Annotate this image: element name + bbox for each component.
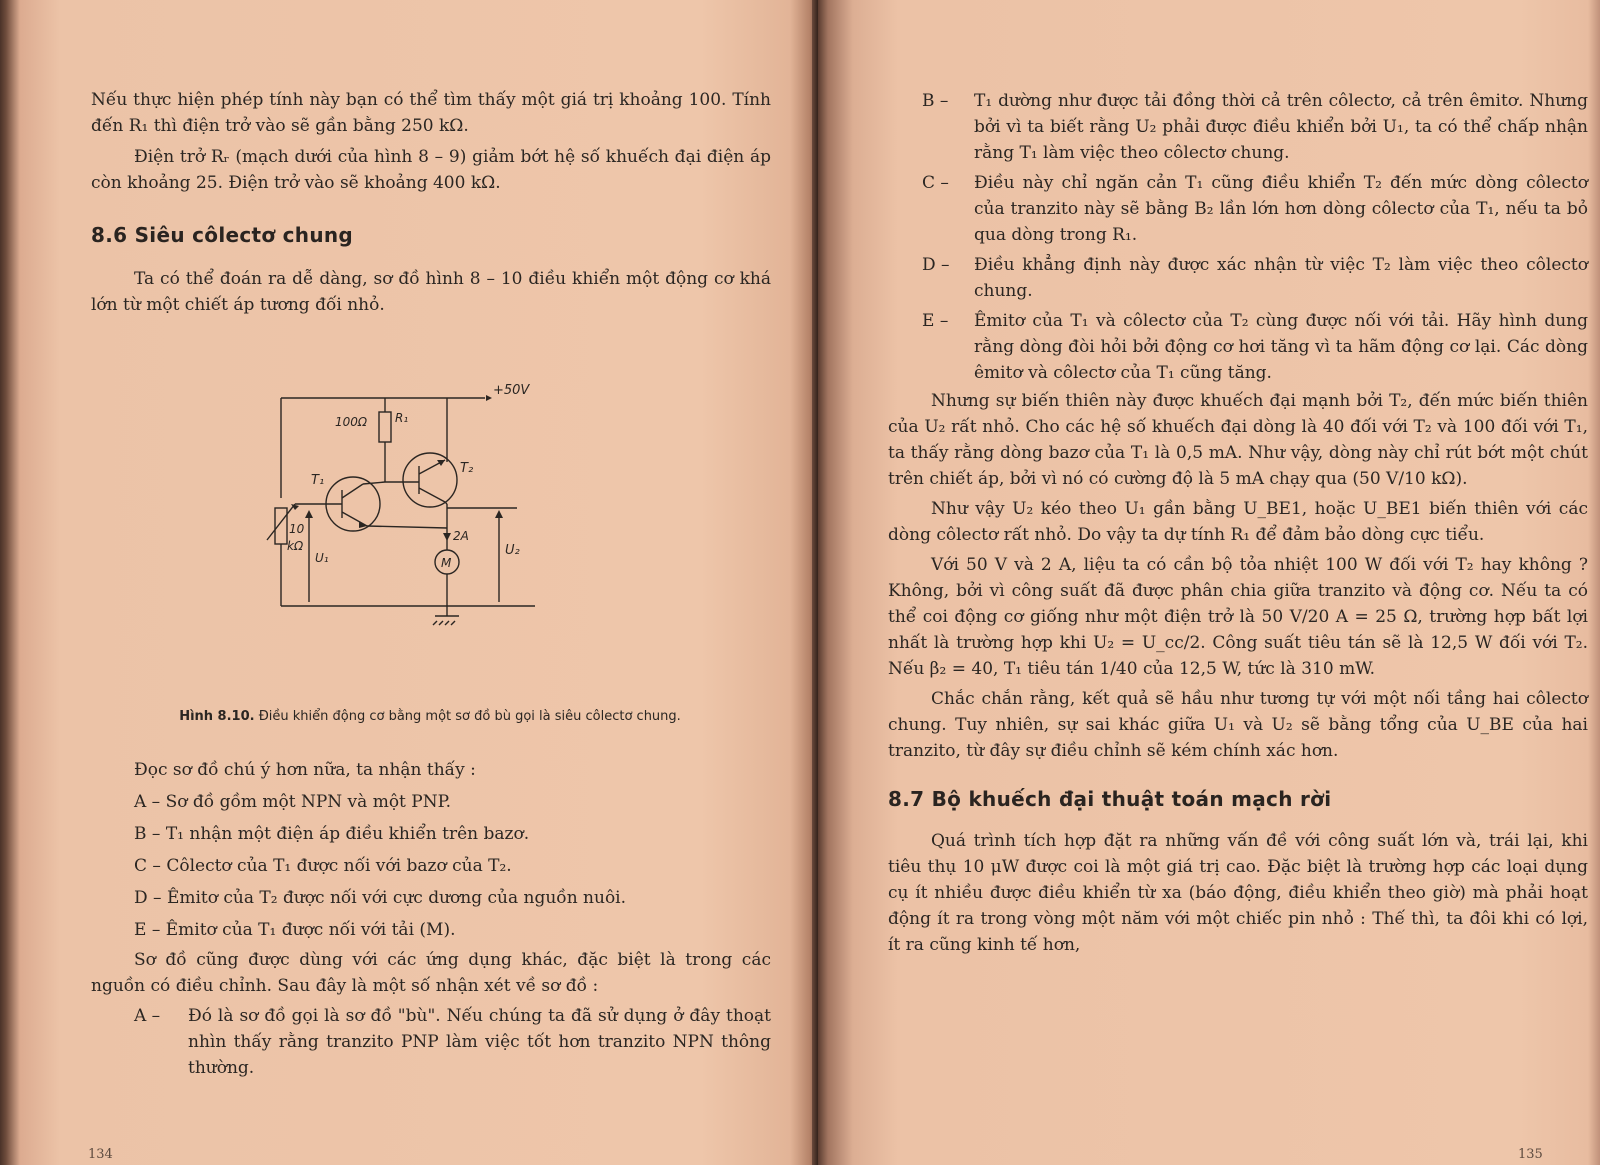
figure-caption [150, 706, 710, 727]
list-item [922, 88, 1588, 166]
pot-value-label: 10 [289, 522, 305, 536]
list-label: C – [922, 173, 949, 193]
list-item [134, 917, 771, 943]
r1-value-label: 100Ω [335, 415, 368, 429]
list-item [134, 1003, 771, 1081]
list-text: Côlectơ của T₁ được nối với bazơ của T₂. [166, 856, 512, 876]
list-text: Điều này chỉ ngăn cản T₁ cũng điều khiển T₂ đến mức dòng côlectơ của tranzito này sẽ bằng B₂ lần lớn hơn dòng côlectơ của T₁, nếu ta bỏ qua dòng trong R₁. [974, 173, 1588, 245]
list-item [134, 885, 771, 911]
list-text: T₁ dường như được tải đồng thời cả trên côlectơ, cả trên êmitơ. Nhưng bởi vì ta biết rằng U₂ phải được điều khiển bởi U₁, ta có thể chấp nhận rằng T₁ làm việc theo côlectơ chung. [974, 91, 1588, 163]
motor-label: M [441, 556, 452, 570]
current-label: 2A [453, 529, 469, 543]
list-label: D – [134, 888, 162, 908]
list-item [922, 252, 1588, 304]
supply-label: +50V [493, 383, 530, 398]
section-heading: 8.7 Bộ khuếch đại thuật toán mạch rời [888, 787, 1332, 811]
paragraph: Đọc sơ đồ chú ý hơn nữa, ta nhận thấy : [134, 760, 476, 780]
list-item [922, 170, 1588, 248]
list-text: Êmitơ của T₁ và côlectơ của T₂ cùng được nối với tải. Hãy hình dung rằng dòng đòi hỏi bởi động cơ hơi tăng vì ta hãm động cơ lại. Các dòng êmitơ và côlectơ của T₁ cũng tăng. [974, 311, 1588, 383]
list-item [134, 789, 771, 815]
list-label: B – [922, 91, 949, 111]
page-number: 134 [88, 1147, 113, 1162]
caption-text: Điều khiển động cơ bằng một sơ đồ bù gọi là siêu côlectơ chung. [258, 709, 681, 724]
paragraph: Điện trở Rᵣ (mạch dưới của hình 8 – 9) giảm bớt hệ số khuếch đại điện áp còn khoảng 25. Điện trở vào sẽ khoảng 400 kΩ. [91, 147, 771, 193]
left-text-bottom [91, 757, 771, 1081]
list-label: D – [922, 255, 950, 275]
page-number: 135 [1518, 1147, 1543, 1162]
paragraph: Nhưng sự biến thiên này được khuếch đại mạnh bởi T₂, đến mức biến thiên của U₂ rất nhỏ. Cho các hệ số khuếch đại dòng là 40 đối với T₂ và 100 đối với T₁, ta thấy rằng dòng bazơ của T₁ là 0,5 mA. Như vậy, dòng này chỉ rút bớt một chút trên chiết áp, bởi vì nó có cường độ là 5 mA chạy qua (50 V/10 kΩ). [888, 391, 1588, 489]
list-label: A – [134, 1006, 161, 1026]
list-text: Êmitơ của T₁ được nối với tải (M). [165, 920, 456, 940]
left-text-top [91, 87, 771, 318]
list-label: E – [922, 311, 949, 331]
list-text: T₁ nhận một điện áp điều khiển trên bazơ. [165, 824, 530, 844]
list-text: Sơ đồ gồm một NPN và một PNP. [165, 792, 451, 812]
r1-name-label: R₁ [395, 411, 409, 425]
list-label: C – [134, 856, 161, 876]
t2-label: T₂ [460, 461, 474, 476]
list-item [134, 853, 771, 879]
list-label: A – [134, 792, 161, 812]
paragraph: Quá trình tích hợp đặt ra những vấn đề với công suất lớn và, trái lại, khi tiêu thụ 10 μW được coi là một giá trị cao. Đặc biệt là trường hợp các loại dụng cụ ít nhiều được điều khiển từ xa (báo động, điều khiển theo giờ) mà phải hoạt động ít ra trong vòng một năm với một chiếc pin nhỏ : Thế thì, ta đôi khi có lợi, ít ra cũng kinh tế hơn, [888, 831, 1588, 955]
pot-unit-label: kΩ [287, 539, 304, 553]
u2-label: U₂ [505, 543, 520, 558]
list-item [134, 821, 771, 847]
list-item [922, 308, 1588, 386]
u1-label: U₁ [315, 551, 329, 565]
paragraph: Như vậy U₂ kéo theo U₁ gần bằng U_BE1, hoặc U_BE1 biến thiên với các dòng côlectơ rất nhỏ. Do vậy ta dự tính R₁ để đảm bảo dòng cực tiểu. [888, 499, 1588, 545]
caption-label: Hình 8.10. [179, 709, 255, 724]
circuit-diagram [255, 380, 555, 642]
list-label: E – [134, 920, 161, 940]
list-label: B – [134, 824, 161, 844]
paragraph: Chắc chắn rằng, kết quả sẽ hầu như tương tự với một nối tầng hai côlectơ chung. Tuy nhiên, sự sai khác giữa U₁ và U₂ sẽ bằng tổng của U_BE của hai tranzito, từ đây sự điều chỉnh sẽ kém chính xác hơn. [888, 689, 1588, 761]
paragraph: Ta có thể đoán ra dễ dàng, sơ đồ hình 8 – 10 điều khiển một động cơ khá lớn từ một chiết áp tương đối nhỏ. [91, 269, 771, 315]
paragraph: Nếu thực hiện phép tính này bạn có thể tìm thấy một giá trị khoảng 100. Tính đến R₁ thì điện trở vào sẽ gần bằng 250 kΩ. [91, 90, 771, 136]
list-text: Điều khẳng định này được xác nhận từ việc T₂ làm việc theo côlectơ chung. [974, 255, 1588, 301]
paragraph: Sơ đồ cũng được dùng với các ứng dụng khác, đặc biệt là trong các nguồn có điều chỉnh. Sau đây là một số nhận xét về sơ đồ : [91, 950, 771, 996]
list [91, 789, 771, 943]
section-heading: 8.6 Siêu côlectơ chung [91, 223, 354, 247]
right-text [888, 88, 1588, 958]
t1-label: T₁ [311, 473, 325, 488]
list-text: Đó là sơ đồ gọi là sơ đồ "bù". Nếu chúng ta đã sử dụng ở đây thoạt nhìn thấy rằng tranzito PNP làm việc tốt hơn tranzito NPN thông thường. [188, 1006, 771, 1078]
right-page [818, 0, 1600, 1165]
list-text: Êmitơ của T₂ được nối với cực dương của nguồn nuôi. [166, 888, 627, 908]
paragraph: Với 50 V và 2 A, liệu ta có cần bộ tỏa nhiệt 100 W đối với T₂ hay không ? Không, bởi vì công suất đã được phân chia giữa tranzito và động cơ. Nếu ta có thể coi động cơ giống như một điện trở là 50 V/20 A = 25 Ω, trường hợp bất lợi nhất là trường hợp khi U₂ = U_cc/2. Công suất tiêu tán sẽ là 12,5 W đối với T₂. Nếu β₂ = 40, T₁ tiêu tán 1/40 của 12,5 W, tức là 310 mW. [888, 555, 1588, 679]
